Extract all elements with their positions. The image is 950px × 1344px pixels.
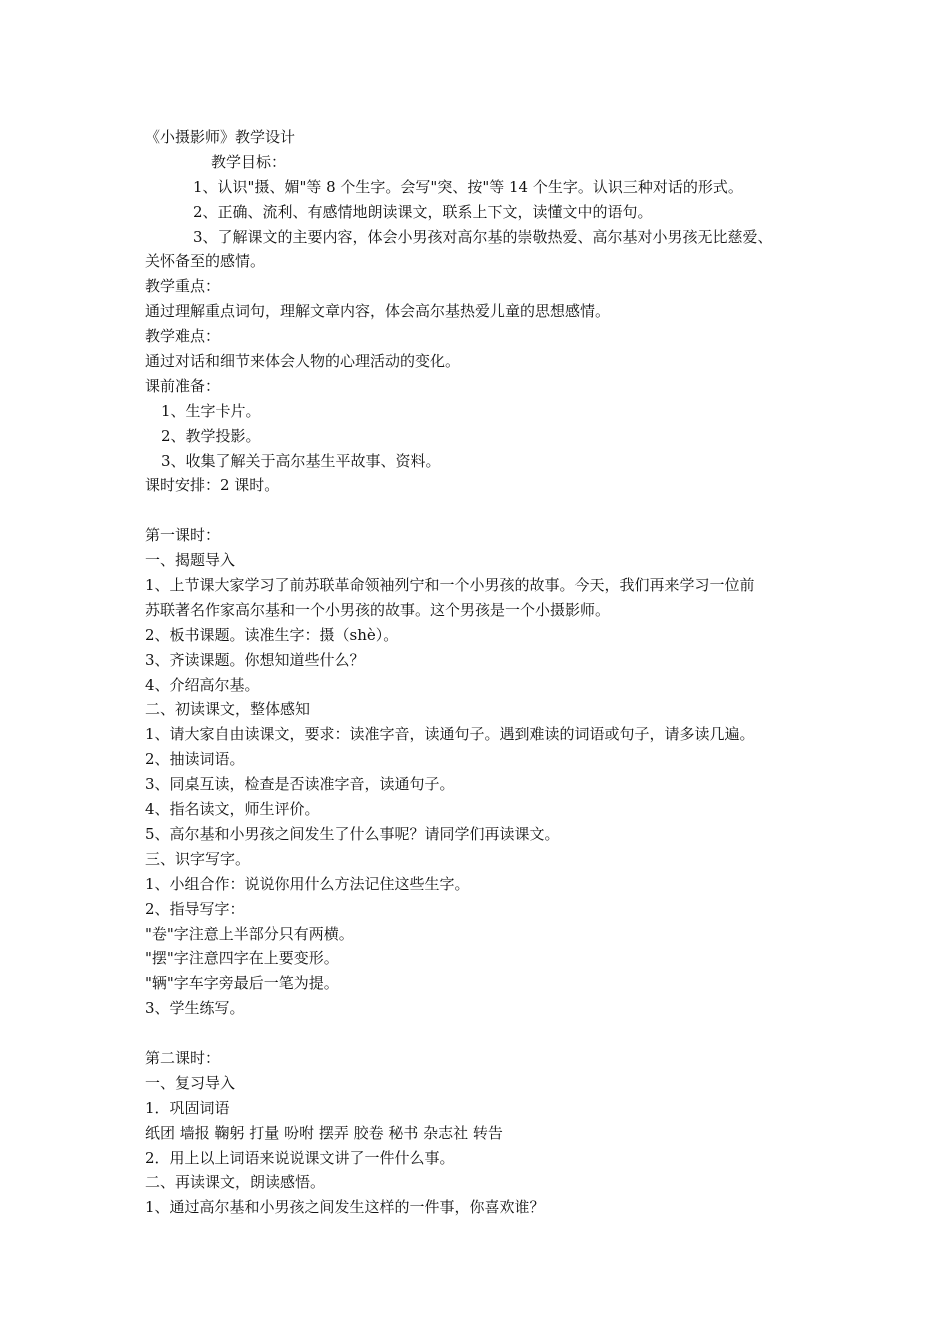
objective-item-continuation: 关怀备至的感情。	[145, 252, 266, 271]
lesson1-line: 二、初读课文，整体感知	[145, 700, 311, 719]
lesson1-line: 2、指导写字：	[145, 899, 245, 918]
preparation-heading: 课前准备：	[145, 376, 221, 395]
lesson1-line: 3、学生练写。	[145, 999, 245, 1018]
lesson1-line: "摆"字注意四字在上要变形。	[145, 949, 339, 968]
objective-item: 2、正确、流利、有感情地朗读课文，联系上下文，读懂文中的语句。	[193, 202, 653, 221]
lesson1-line: 2、抽读词语。	[145, 750, 245, 769]
objective-item: 1、认识"摄、媚"等 8 个生字。会写"突、按"等 14 个生字。认识三种对话的形式。	[193, 177, 743, 196]
lesson2-line: 纸团 墙报 鞠躬 打量 吩咐 摆弄 胶卷 秘书 杂志社 转告	[145, 1123, 503, 1142]
key-points-heading: 教学重点：	[145, 277, 221, 296]
document-title: 《小摄影师》教学设计	[145, 128, 296, 146]
preparation-item: 3、收集了解关于高尔基生平故事、资料。	[161, 451, 441, 470]
lesson1-line: 一、揭题导入	[145, 551, 236, 570]
lesson1-line: 1、请大家自由读课文，要求：读准字音，读通句子。遇到难读的词语或句子，请多读几遍。	[145, 725, 755, 744]
lesson1-line: 4、介绍高尔基。	[145, 675, 260, 694]
lesson1-line: 4、指名读文，师生评价。	[145, 800, 320, 819]
difficulties-text: 通过对话和细节来体会人物的心理活动的变化。	[145, 352, 461, 371]
lesson1-line: 3、同桌互读，检查是否读准字音，读通句子。	[145, 775, 455, 794]
difficulties-heading: 教学难点：	[145, 327, 221, 346]
lesson2-line: 一、复习导入	[145, 1073, 236, 1092]
objectives-heading: 教学目标：	[211, 152, 287, 171]
lesson2-line: 二、再读课文，朗读感悟。	[145, 1173, 326, 1192]
schedule-text: 课时安排：2 课时。	[145, 476, 280, 495]
lesson1-line: 三、识字写字。	[145, 849, 251, 868]
preparation-item: 2、教学投影。	[161, 426, 261, 445]
lesson1-heading: 第一课时：	[145, 526, 221, 545]
lesson1-line: "辆"字车字旁最后一笔为提。	[145, 974, 339, 993]
lesson1-line: "卷"字注意上半部分只有两横。	[145, 924, 354, 943]
lesson1-line: 3、齐读课题。你想知道些什么？	[145, 650, 365, 669]
lesson1-line: 1、上节课大家学习了前苏联革命领袖列宁和一个小男孩的故事。今天，我们再来学习一位前	[145, 576, 755, 595]
blank-line	[145, 1021, 825, 1046]
blank-line	[145, 498, 825, 523]
objective-item: 3、了解课文的主要内容，体会小男孩对高尔基的崇敬热爱、高尔基对小男孩无比慈爱、	[193, 227, 773, 246]
lesson1-line: 1、小组合作：说说你用什么方法记住这些生字。	[145, 874, 470, 893]
lesson1-line: 2、板书课题。读准生字：摄（shè）。	[145, 625, 399, 644]
lesson2-heading: 第二课时：	[145, 1048, 221, 1067]
preparation-item: 1、生字卡片。	[161, 401, 261, 420]
lesson2-line: 1．巩固词语	[145, 1098, 230, 1117]
key-points-text: 通过理解重点词句，理解文章内容，体会高尔基热爱儿童的思想感情。	[145, 302, 611, 321]
lesson1-line: 苏联著名作家高尔基和一个小男孩的故事。这个男孩是一个小摄影师。	[145, 600, 611, 619]
lesson2-line: 1、通过高尔基和小男孩之间发生这样的一件事，你喜欢谁？	[145, 1198, 545, 1217]
lesson1-line: 5、高尔基和小男孩之间发生了什么事呢？请同学们再读课文。	[145, 824, 560, 843]
document-page	[145, 125, 825, 1220]
lesson2-line: 2．用上以上词语来说说课文讲了一件什么事。	[145, 1148, 455, 1167]
